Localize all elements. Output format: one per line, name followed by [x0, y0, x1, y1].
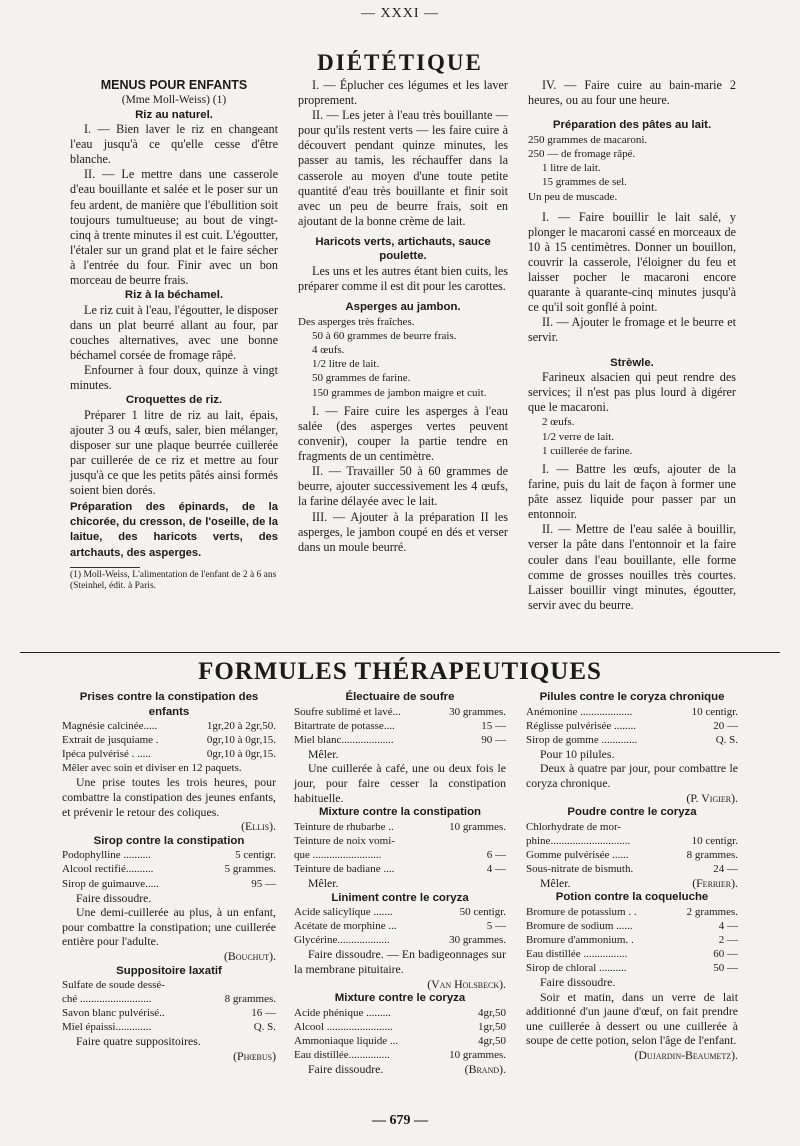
column-menus	[70, 78, 278, 593]
pates-ingredient: 1 litre de lait.	[542, 162, 601, 175]
ingredient-row	[294, 1048, 506, 1062]
ingredient-qty: 50 centigr.	[459, 906, 506, 919]
asperges-ingredient: 50 grammes de farine.	[312, 372, 411, 385]
ingredient-row	[62, 733, 276, 747]
ingredient-row	[294, 719, 506, 733]
riz-naturel-step2: II. — Le mettre dans une casserole d'eau bouillante et salée et le poser sur un feu ardent, de manière que l'ébullition soit toujours tumultueuse; au bout de vingt-cinq à trente minutes il est cuit. L'égoutter, l'étaler sur un grand plat et le faire sécher à l'entrée du four. Finir avec un bon morceau de beurre frais.	[70, 167, 278, 288]
ingredient-row	[526, 961, 738, 975]
section-title-formules: FORMULES THÉRAPEUTIQUES	[198, 658, 602, 685]
f-sirop-title: Sirop contre la constipation	[93, 834, 245, 847]
f-mixture-coryza-title: Mixture contre le coryza	[334, 992, 466, 1005]
ingredient-name: Réglisse pulvérisée ........	[526, 719, 636, 732]
asperges-subtitle: Des asperges très fraîches.	[298, 315, 415, 328]
ingredient-name: Chlorhydrate de mor-	[526, 820, 622, 833]
f-potion-title: Potion contre la coqueluche	[555, 891, 709, 904]
f-liniment-title: Liniment contre le coryza	[331, 891, 469, 904]
strewle-title: Strèwle.	[610, 356, 654, 369]
ingredient-name: Alcool ........................	[294, 1020, 393, 1033]
section-title-dietetique: DIÉTÉTIQUE	[317, 50, 483, 75]
ingredient-row	[294, 848, 506, 862]
riz-bechamel-p1: Le riz cuit à l'eau, l'égoutter, le disposer dans un plat beurré allant au four, par couches alternatives, avec une bonne béchamel corsée de fromage râpé.	[70, 302, 278, 362]
ingredient-name: Glycérine...................	[294, 934, 390, 947]
strewle-step1: I. — Battre les œufs, ajouter de la farine, puis du lait de façon à former une pâte assez liquide pour passer par un entonnoir.	[528, 461, 736, 522]
ingredient-row	[62, 1020, 276, 1034]
ingredient-qty: 1gr,50	[478, 1020, 506, 1033]
ingredient-qty: Q. S.	[715, 733, 738, 746]
ingredient-name: Ammoniaque liquide ...	[294, 1034, 399, 1047]
ingredient-qty: 10 centigr.	[691, 705, 738, 718]
asperges-step1: I. — Faire cuire les asperges à l'eau salée (des asperges vertes peuvent convenir), couper la partie tendre en fragments de un centimètre.	[298, 403, 508, 464]
f-electuaire-title: Électuaire de soufre	[345, 691, 455, 703]
ingredient-qty: 10 grammes.	[449, 820, 506, 833]
riz-naturel-step1: I. — Bien laver le riz en changeant l'eau jusqu'à ce qu'elle cesse d'être blanche.	[70, 122, 278, 167]
strewle-intro: Farineux alsacien qui peut rendre des services; il n'est pas plus lourd à digérer que le macaroni.	[528, 370, 736, 415]
f-mixture-coryza-footer	[294, 1062, 506, 1076]
ingredient-row	[294, 1020, 506, 1034]
ingredient-qty: 30 grammes.	[449, 705, 506, 718]
ingredient-qty: Q. S.	[253, 1021, 276, 1034]
asperges-step4: IV. — Faire cuire au bain-marie 2 heures, ou au four une heure.	[528, 78, 736, 108]
page-number: — 679 —	[372, 1113, 428, 1128]
f-prises-author: (Ellis).	[241, 819, 276, 834]
ingredient-row	[526, 834, 738, 848]
ingredient-name: Acide phénique .........	[294, 1006, 391, 1019]
ingredient-qty: 50 —	[713, 962, 738, 974]
ingredient-row	[62, 747, 276, 761]
pates-ingredient: 250 — de fromage râpé.	[528, 147, 636, 160]
f-electuaire-usage: Une cuillerée à café, une ou deux fois le jour, pour faire cesser la constipation habituelle.	[294, 761, 506, 805]
ingredient-name: Miel épaissi.............	[62, 1021, 152, 1034]
ingredient-qty: 4gr,50	[478, 1034, 506, 1047]
pates-title: Préparation des pâtes au lait.	[552, 119, 712, 132]
ingredient-row	[526, 919, 738, 933]
f-potion-usage: Soir et matin, dans un verre de lait additionné d'un jaune d'œuf, on fait prendre une cuillerée à dessert ou une cuillerée à soupe de cette potion, selon l'âge de l'enfant.	[526, 989, 738, 1048]
ingredient-name: Podophylline ..........	[62, 849, 151, 862]
ingredient-qty: 24 —	[713, 862, 738, 875]
ingredient-name: Sous-nitrate de bismuth.	[526, 862, 634, 875]
footnote-rule	[70, 567, 140, 568]
ingredient-name: Alcool rectifié..........	[62, 863, 154, 876]
ingredient-row	[526, 933, 738, 947]
ingredient-name: Bromure de sodium ......	[526, 919, 633, 932]
f-prises-title: Prises contre la constipation des enfants	[79, 691, 259, 718]
ingredient-row	[526, 848, 738, 862]
f-liniment-usage: Faire dissoudre. — En badigeonnages sur la membrane pituitaire.	[294, 947, 506, 976]
ingredient-qty: 2 —	[718, 933, 738, 946]
asperges-ingredient: 150 grammes de jambon maigre et cuit.	[312, 386, 487, 399]
f-pilules-usage: Deux à quatre par jour, pour combattre le coryza chronique.	[526, 761, 738, 790]
ingredient-row	[294, 733, 506, 747]
page-roman-numeral: — XXXI —	[361, 6, 439, 21]
f-suppositoire-usage: Faire quatre suppositoires.	[76, 1034, 201, 1049]
ingredient-row	[294, 933, 506, 947]
ingredient-name: Sulfate de soude dessé-	[62, 979, 165, 992]
ingredient-name: ché ..........................	[62, 993, 152, 1006]
pates-step2: II. — Ajouter le fromage et le beurre et servir.	[528, 315, 736, 345]
f-poudre-title: Poudre contre le coryza	[567, 806, 697, 819]
ingredient-qty: 4 —	[486, 862, 506, 875]
f-mixture-coryza-author: (Brand).	[464, 1062, 506, 1077]
haricots-title: Haricots verts, artichauts, sauce poulette.	[315, 235, 491, 263]
ingredient-qty: 10 centigr.	[691, 834, 738, 847]
ingredient-row	[526, 719, 738, 733]
croquettes-p1: Préparer 1 litre de riz au lait, épais, ajouter 3 ou 4 œufs, saler, bien mélanger, disposer sur une plaque beurrée cuillerée par cuillerée de ce riz et mettre au four jusqu'à ce que les petits pâtés ainsi formés soient bien dorés.	[70, 407, 278, 498]
ingredient-row	[62, 862, 276, 876]
ingredient-qty: 10 grammes.	[449, 1048, 506, 1061]
ingredient-name: Bromure de potassium . .	[526, 905, 637, 918]
asperges-step3: III. — Ajouter à la préparation II les asperges, le jambon coupé en dés et verser dans un moule beurré.	[298, 509, 508, 554]
ingredient-name: Eau distillée ................	[526, 947, 628, 960]
f-pilules-author: (P. Vigier).	[686, 790, 738, 805]
ingredient-qty: 5 centigr.	[235, 849, 276, 862]
ingredient-qty: 15 —	[481, 719, 506, 732]
ingredient-row	[526, 862, 738, 876]
f-mixture-constipation-title: Mixture contre la constipation	[318, 806, 482, 819]
ingredient-qty: 5 grammes.	[224, 863, 276, 876]
ingredient-qty: 95 —	[251, 877, 276, 890]
f-poudre-footer	[526, 876, 738, 890]
ingredient-row	[294, 820, 506, 834]
f-poudre-author: (Ferrier).	[692, 876, 738, 891]
ingredient-name: Bitartrate de potasse....	[294, 719, 395, 732]
ingredient-row	[62, 978, 276, 992]
section-divider	[20, 652, 780, 653]
ingredient-name: Sirop de gomme .............	[526, 733, 638, 746]
ingredient-qty: 5 —	[486, 920, 506, 933]
haricots-p1: Les uns et les autres étant bien cuits, les préparer comme il est dit pour les carottes.	[298, 263, 508, 294]
f-potion-instruction: Faire dissoudre.	[540, 975, 616, 990]
ingredient-row	[62, 848, 276, 862]
ingredient-name: Savon blanc pulvérisé..	[62, 1007, 165, 1020]
legumes-step2: II. — Les jeter à l'eau très bouillante — pour qu'ils restent verts — les faire cuire à découvert pendant quinze minutes, les passer au tamis, les réchauffer dans la casserole au moyen d'une toute petite quantité d'eau très bouillante et finir soit avec un peu de beurre frais, soit en ajoutant de la bonne crème de lait.	[298, 108, 508, 228]
ingredient-name: Sirop de chloral ..........	[526, 962, 627, 974]
column-pates	[528, 78, 736, 613]
menus-heading: MENUS POUR ENFANTS	[100, 78, 248, 92]
ingredient-row	[294, 705, 506, 719]
riz-naturel-title: Riz au naturel.	[135, 108, 213, 121]
ingredient-name: Gomme pulvérisée ......	[526, 848, 629, 861]
ingredient-name: Extrait de jusquiame .	[62, 734, 159, 747]
preparation-epinards-title: Préparation des épinards, de la chicorée, du cresson, de l'oseille, de la laitue, des haricots verts, des artchauts, des asperges.	[70, 501, 278, 559]
legumes-step1: I. — Éplucher ces légumes et les laver proprement.	[298, 78, 508, 108]
f-suppositoire-author: (Phœbus)	[233, 1049, 276, 1064]
strewle-ingredient: 1/2 verre de lait.	[542, 430, 615, 443]
ingredient-qty: 90 —	[481, 733, 506, 746]
ingredient-name: Miel blanc...................	[294, 733, 394, 746]
f-electuaire-instruction: Mêler.	[308, 746, 339, 761]
f-mixture-constipation-instruction: Mêler.	[308, 876, 339, 891]
pates-ingredient: 250 grammes de macaroni.	[528, 133, 648, 146]
f-suppositoire-title: Suppositoire laxatif	[116, 964, 222, 977]
column-legumes	[298, 78, 508, 555]
asperges-ingredient: 4 œufs.	[312, 344, 345, 357]
asperges-step2: II. — Travailler 50 à 60 grammes de beurre, ajouter successivement les 4 œufs, la farine délayée avec le lait.	[298, 464, 508, 509]
f-sirop-usage: Une demi-cuillerée au plus, à un enfant, pour combattre la constipation; une cuillerée entière pour l'adulte.	[62, 905, 276, 949]
ingredient-name: que .........................	[294, 848, 382, 861]
ingredient-row	[526, 705, 738, 719]
ingredient-name: Ipéca pulvérisé . .....	[62, 748, 151, 761]
column-formules-3	[526, 690, 738, 1063]
ingredient-qty: 6 —	[486, 848, 506, 861]
ingredient-row	[294, 1034, 506, 1048]
ingredient-row	[294, 919, 506, 933]
riz-bechamel-p2: Enfourner à four doux, quinze à vingt minutes.	[70, 363, 278, 393]
f-mixture-coryza-instruction: Faire dissoudre.	[308, 1062, 384, 1077]
asperges-ingredient: 1/2 litre de lait.	[312, 358, 380, 371]
f-prises-note: Mêler avec soin et diviser en 12 paquets.	[62, 762, 242, 775]
croquettes-title: Croquettes de riz.	[125, 394, 223, 407]
ingredient-row	[294, 834, 506, 848]
ingredient-row	[62, 1006, 276, 1020]
ingredient-qty: 60 —	[713, 947, 738, 960]
ingredient-name: Anémonine ...................	[526, 705, 633, 718]
ingredient-row	[62, 877, 276, 891]
f-prises-usage: Une prise toutes les trois heures, pour combattre la constipation des jeunes enfants, et prévenir le retour des coliques.	[62, 775, 276, 819]
ingredient-name: Soufre sublimé et lavé...	[294, 705, 401, 718]
ingredient-qty: 30 grammes.	[449, 934, 506, 947]
ingredient-row	[526, 947, 738, 961]
riz-bechamel-title: Riz à la béchamel.	[124, 289, 224, 302]
ingredient-name: phine.............................	[526, 834, 631, 847]
ingredient-row	[62, 992, 276, 1006]
ingredient-qty: 2 grammes.	[686, 905, 738, 918]
f-pilules-title: Pilules contre le coryza chronique	[539, 691, 725, 703]
strewle-step2: II. — Mettre de l'eau salée à bouillir, verser la pâte dans l'entonnoir et la faire couler dans l'eau bouillante, elle forme comme de grosses nouilles très courtes. Laisser bouillir vingt minutes, égoutter, servir avec du beurre.	[528, 522, 736, 612]
f-pilules-instruction: Pour 10 pilules.	[540, 746, 615, 761]
ingredient-qty: 0gr,10 à 0gr,15.	[206, 748, 276, 761]
strewle-ingredient: 1 cuillerée de farine.	[542, 444, 633, 457]
f-poudre-instruction: Mêler.	[540, 876, 571, 891]
ingredient-qty: 8 grammes.	[224, 993, 276, 1006]
asperges-ingredient: 50 à 60 grammes de beurre frais.	[312, 329, 457, 342]
f-sirop-instruction: Faire dissoudre.	[76, 890, 152, 905]
ingredient-qty: 16 —	[251, 1007, 276, 1020]
menus-author: (Mme Moll-Weiss) (1)	[121, 93, 227, 106]
ingredient-row	[62, 719, 276, 733]
ingredient-qty: 8 grammes.	[686, 848, 738, 861]
pates-ingredient: Un peu de muscade.	[528, 190, 618, 203]
ingredient-name: Eau distillée...............	[294, 1048, 390, 1061]
ingredient-name: Teinture de badiane ....	[294, 862, 395, 875]
ingredient-qty: 0gr,10 à 0gr,15.	[206, 734, 276, 747]
ingredient-row	[526, 820, 738, 834]
ingredient-row	[294, 862, 506, 876]
ingredient-name: Acide salicylique .......	[294, 906, 393, 919]
column-formules-1	[62, 690, 276, 1064]
ingredient-qty: 4gr,50	[478, 1006, 506, 1019]
ingredient-row	[526, 733, 738, 747]
ingredient-name: Acétate de morphine ...	[294, 920, 397, 933]
ingredient-row	[294, 905, 506, 919]
ingredient-qty: 4 —	[718, 919, 738, 932]
column-formules-2	[294, 690, 506, 1076]
ingredient-name: Sirop de guimauve.....	[62, 877, 159, 890]
ingredient-name: Bromure d'ammonium. .	[526, 933, 634, 946]
ingredient-name: Teinture de noix vomi-	[294, 834, 395, 847]
strewle-ingredient: 2 œufs.	[542, 416, 575, 429]
ingredient-name: Magnésie calcinée.....	[62, 720, 158, 732]
asperges-title: Asperges au jambon.	[345, 301, 461, 314]
ingredient-row	[526, 905, 738, 919]
ingredient-qty: 1gr,20 à 2gr,50.	[206, 720, 276, 732]
pates-step1: I. — Faire bouillir le lait salé, y plonger le macaroni cassé en morceaux de 10 à 15 centimètres. Donner un bouillon, couvrir la casserole, l'éloigner du feu et laisser pocher le macaroni encore quarante à quarante-cinq minutes jusqu'à ce qu'il soit gonflé à point.	[528, 209, 736, 315]
pates-ingredient: 15 grammes de sel.	[542, 176, 627, 189]
f-liniment-author: (Van Holsbeck).	[427, 976, 506, 991]
ingredient-qty: 20 —	[713, 719, 738, 732]
f-sirop-author: (Bouchut).	[223, 949, 276, 964]
ingredient-row	[294, 1006, 506, 1020]
footnote: (1) Moll-Weiss, L'alimentation de l'enfant de 2 à 6 ans (Steinhel, édit. à Paris.	[70, 569, 277, 592]
ingredient-name: Teinture de rhubarbe ..	[294, 820, 394, 833]
f-potion-author: (Dujardin-Beaumetz).	[634, 1048, 738, 1063]
